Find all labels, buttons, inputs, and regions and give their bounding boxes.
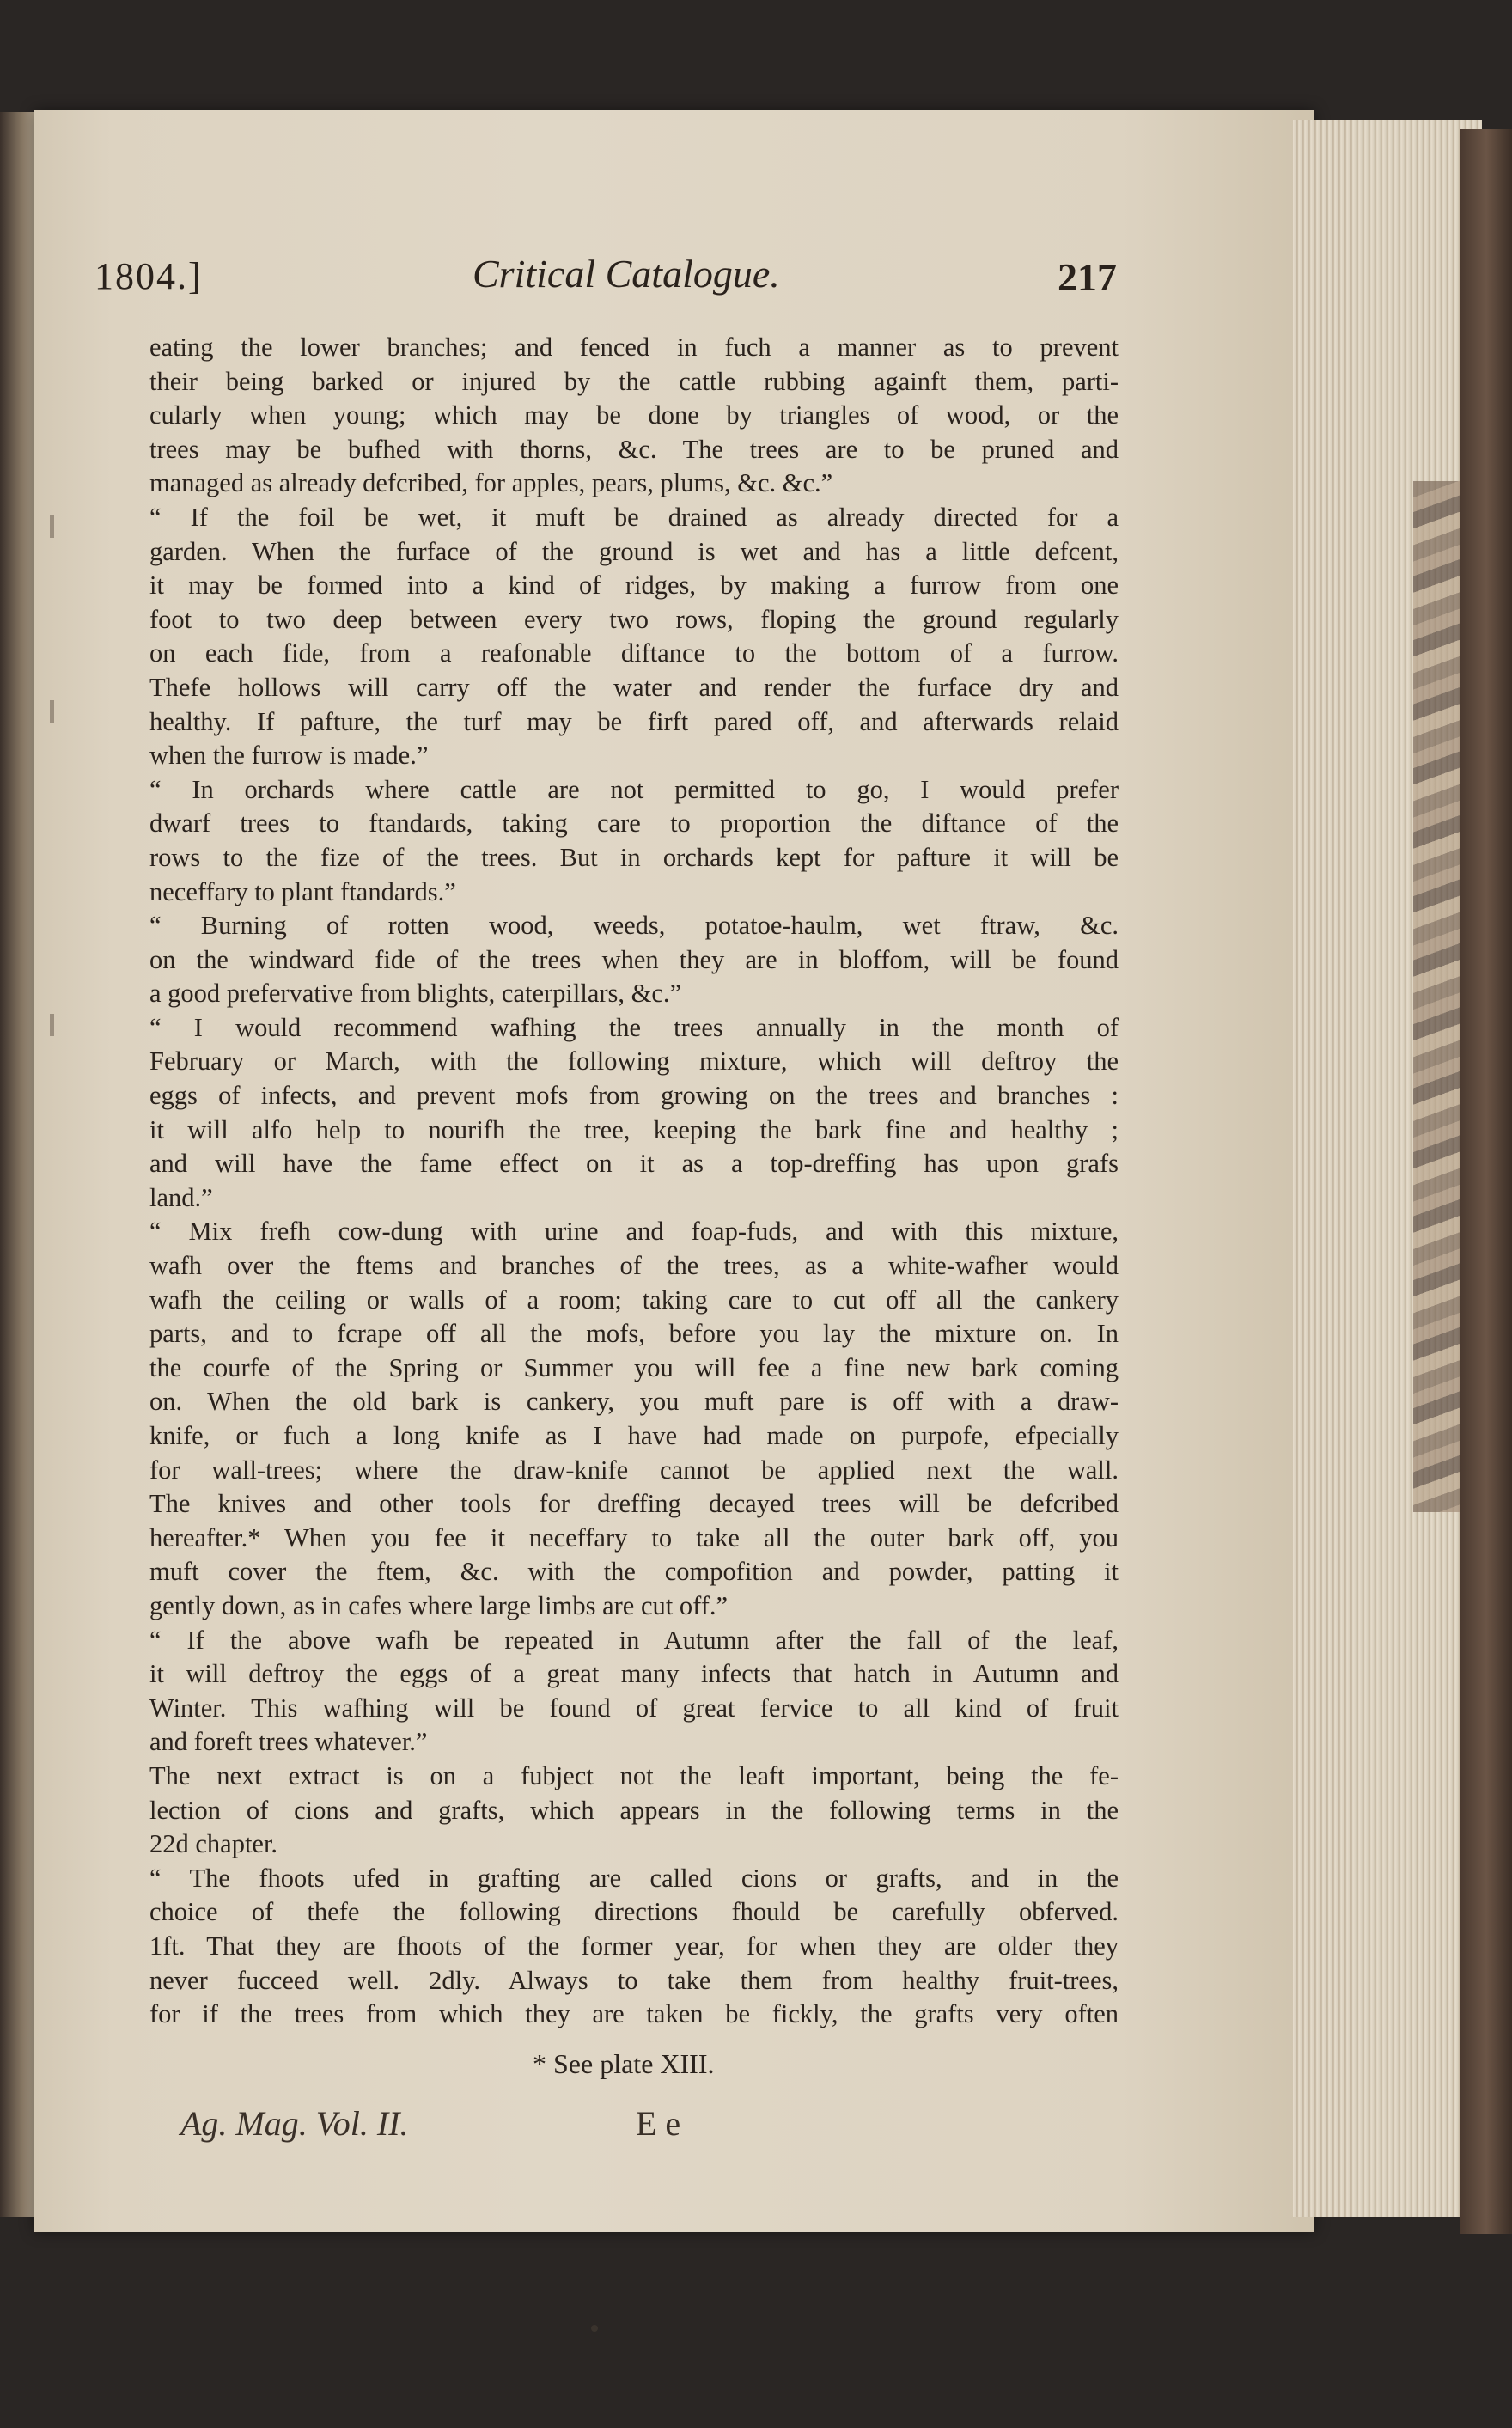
text-line: rows to the fize of the trees. But in orchards kept for pafture it will be: [149, 842, 1119, 872]
text-line: when the furrow is made.”: [149, 741, 429, 771]
margin-mark: [50, 1014, 54, 1036]
text-line: eating the lower branches; and fenced in fuch a manner as to prevent: [149, 332, 1119, 362]
page-fore-edge: [1293, 120, 1482, 2217]
page-number: 217: [1058, 255, 1117, 299]
text-line: on. When the old bark is cankery, you muft pare is off with a draw-: [149, 1387, 1119, 1417]
text-line: cularly when young; which may be done by triangles of wood, or the: [149, 400, 1119, 430]
text-line: “ I would recommend wafhing the trees annually in the month of: [149, 1012, 1119, 1042]
text-line: knife, or fuch a long knife as I have had made on purpofe, efpecially: [149, 1421, 1119, 1450]
text-line: healthy. If pafture, the turf may be firft pared off, and afterwards relaid: [149, 706, 1119, 736]
text-line: “ The fhoots ufed in grafting are called cions or grafts, and in the: [149, 1863, 1119, 1893]
footnote: * See plate XIII.: [533, 2048, 715, 2079]
text-line: on the windward fide of the trees when they are in bloffom, will be found: [149, 944, 1119, 974]
text-line: parts, and to fcrape off all the mofs, before you lay the mixture on. In: [149, 1319, 1119, 1349]
text-line: for if the trees from which they are taken be fickly, the grafts very often: [149, 1999, 1119, 2029]
text-line: The knives and other tools for dreffing decayed trees will be defcribed: [149, 1489, 1119, 1519]
text-line: garden. When the furface of the ground is wet and has a little defcent,: [149, 536, 1119, 566]
text-line: the courfe of the Spring or Summer you will fee a fine new bark coming: [149, 1352, 1119, 1382]
text-line: choice of thefe the following directions fhould be carefully obferved.: [149, 1897, 1119, 1927]
text-line: trees may be bufhed with thorns, &c. The trees are to be pruned and: [149, 434, 1119, 464]
body-text: [149, 331, 1119, 2032]
text-line: neceffary to plant ftandards.”: [149, 876, 456, 906]
text-line: 22d chapter.: [149, 1829, 278, 1859]
text-line: their being barked or injured by the cattle rubbing againft them, parti-: [149, 366, 1119, 396]
running-header: [94, 254, 1117, 306]
text-line: it will alfo help to nourifh the tree, keeping the bark fine and healthy ;: [149, 1114, 1119, 1144]
text-line: Thefe hollows will carry off the water and render the furface dry and: [149, 672, 1119, 702]
ink-spot: [591, 2325, 598, 2332]
text-line: foot to two deep between every two rows, floping the ground regularly: [149, 604, 1119, 634]
text-line: wafh over the ftems and branches of the trees, as a white-wafher would: [149, 1251, 1119, 1281]
text-line: 1ft. That they are fhoots of the former year, for when they are older they: [149, 1931, 1119, 1961]
text-line: “ If the foil be wet, it muft be drained as already directed for a: [149, 502, 1119, 532]
header-title: Critical Catalogue.: [472, 252, 780, 296]
margin-mark: [50, 700, 54, 723]
text-line: Winter. This wafhing will be found of great fervice to all kind of fruit: [149, 1693, 1119, 1723]
text-line: “ In orchards where cattle are not permitted to go, I would prefer: [149, 774, 1119, 804]
signature-left: Ag. Mag. Vol. II.: [180, 2104, 409, 2143]
text-line: never fucceed well. 2dly. Always to take them from healthy fruit-trees,: [149, 1965, 1119, 1995]
text-line: on each fide, from a reafonable diftance to the bottom of a furrow.: [149, 638, 1119, 668]
text-line: “ If the above wafh be repeated in Autumn after the fall of the leaf,: [149, 1625, 1119, 1655]
text-line: and foreft trees whatever.”: [149, 1727, 428, 1757]
text-line: it may be formed into a kind of ridges, by making a furrow from one: [149, 570, 1119, 601]
text-line: and will have the fame effect on it as a top-dreffing has upon grafs: [149, 1149, 1119, 1179]
header-year: 1804.]: [94, 255, 203, 297]
text-line: it will deftroy the eggs of a great many infects that hatch in Autumn and: [149, 1659, 1119, 1689]
text-line: muft cover the ftem, &c. with the compofition and powder, patting it: [149, 1557, 1119, 1587]
text-line: February or March, with the following mixture, which will deftroy the: [149, 1046, 1119, 1077]
text-line: The next extract is on a fubject not the leaft important, being the fe-: [149, 1760, 1119, 1790]
margin-mark: [50, 515, 54, 538]
text-line: hereafter.* When you fee it neceffary to take all the outer bark off, you: [149, 1522, 1119, 1553]
text-line: eggs of infects, and prevent mofs from growing on the trees and branches :: [149, 1081, 1119, 1111]
book-cover-edge: [1460, 129, 1512, 2234]
text-line: dwarf trees to ftandards, taking care to proportion the diftance of the: [149, 808, 1119, 839]
text-line: managed as already defcribed, for apples, pears, plums, &c. &c.”: [149, 468, 833, 498]
text-line: wafh the ceiling or walls of a room; taking care to cut off all the cankery: [149, 1284, 1119, 1315]
text-line: “ Mix frefh cow-dung with urine and foap-fuds, and with this mixture,: [149, 1217, 1119, 1247]
signature-mark: E e: [636, 2104, 681, 2143]
text-line: gently down, as in cafes where large limbs are cut off.”: [149, 1590, 729, 1620]
text-line: a good prefervative from blights, caterpillars, &c.”: [149, 979, 682, 1009]
text-line: for wall-trees; where the draw-knife cannot be applied next the wall.: [149, 1455, 1119, 1485]
text-line: land.”: [149, 1182, 213, 1212]
text-line: “ Burning of rotten wood, weeds, potatoe-haulm, wet ftraw, &c.: [149, 911, 1119, 941]
text-line: lection of cions and grafts, which appears in the following terms in the: [149, 1795, 1119, 1825]
